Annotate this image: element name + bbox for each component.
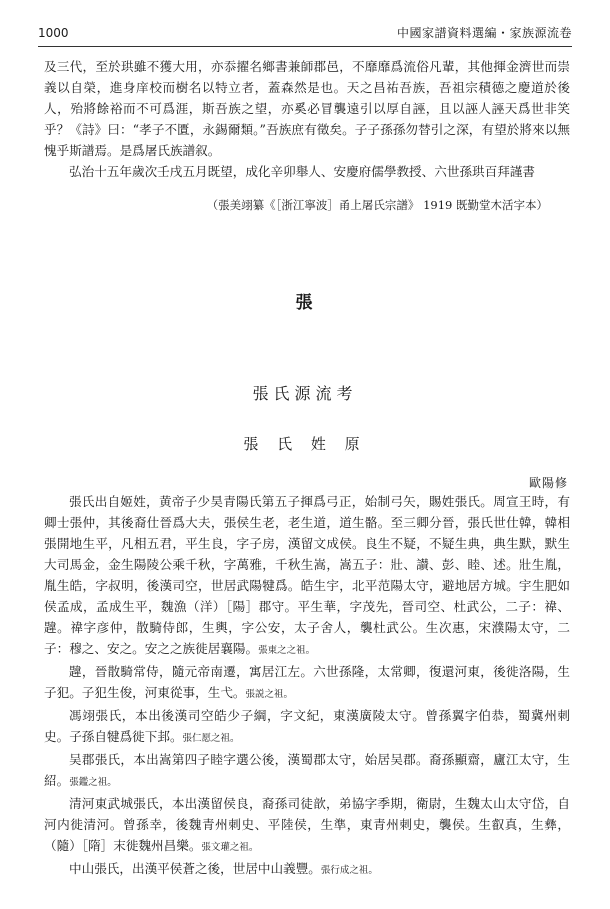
body-paragraph bbox=[44, 491, 570, 661]
body-paragraph bbox=[44, 858, 570, 881]
article-body bbox=[44, 491, 570, 881]
author-name: 歐陽修 bbox=[528, 476, 568, 490]
page-header bbox=[38, 24, 572, 42]
body-paragraph bbox=[44, 705, 570, 749]
header-rule bbox=[38, 46, 572, 47]
paragraph-note: 張東之之祖。 bbox=[258, 645, 316, 656]
top-section bbox=[44, 56, 570, 214]
paragraph-text: 吴郡張氏，本出嵩第四子睦字選公後，漢蜀郡太守，始居吴郡。裔孫顯齋，廬江太守，生紹。 bbox=[44, 752, 570, 788]
article-title: 張氏源流考 bbox=[252, 384, 358, 403]
section-title: 張 bbox=[295, 293, 315, 313]
body-paragraph bbox=[44, 661, 570, 705]
paragraph-note: 張説之祖。 bbox=[245, 689, 294, 700]
paragraph-note: 張鑑之祖。 bbox=[69, 777, 117, 788]
preface-paragraph: 及三代，至於珙雖不獲大用，亦忝擢名鄉書兼師郡邑，不靡靡爲流俗凡輩，其他揮金濟世而崇義以自榮，進身庠校而樹名以特立者，蓋森然是也。天之昌祐吾族，吾祖宗積德之慶道於後人，殆將餘裕而不可爲涯，斯吾族之望，亦奚必冒襲遠引以厚自誣，且以誣人誣天爲世非笑乎？《詩》曰：“孝子不匱，永錫爾類。”吾族庶有徵矣。子子孫孫勿替引之深，有望於將來以無愧乎斯譜焉。是爲屠氏族譜叙。 bbox=[44, 59, 570, 158]
paragraph-note: 張文瓘之祖。 bbox=[201, 842, 259, 853]
paragraph-note: 張行成之祖。 bbox=[320, 865, 378, 876]
body-paragraph bbox=[44, 793, 570, 858]
body-paragraph bbox=[44, 749, 570, 793]
paragraph-text: 中山張氏，出漢平侯蒼之後，世居中山義豐。 bbox=[69, 861, 321, 876]
page-number: 1000 bbox=[38, 26, 69, 40]
paragraph-text: 張氏出自姬姓，黄帝子少昊青陽氏第五子揮爲弓正，始制弓矢，賜姓張氏。周宣王時，有卿士張仲，其後裔仕晉爲大夫，張侯生老，老生道，道生骼。至三卿分晉，張氏世仕韓，韓相張開地生平，凡相五君，平生良，字子房，漢留文成侯。良生不疑，不疑生典，典生默，默生大司馬金，金生陽陵公乘千秋，字萬雅，千秋生嵩，嵩五子：壯、讃、彭、睦、述。壯生胤，胤生皓，字叔明，後漢司空，世居武陽犍爲。皓生宇，北平范陽太守，避地居方城。宇生肥如侯孟成，孟成生平，魏漁（洋）［陽］郡守。平生華，字茂先，晉司空、杜武公，二子：禕、韙。禕字彦仲，散騎侍郎，生輿，字公安，太子舍人，襲杜武公。生次惠，宋濮陽太守，二子：穆之、安之。安之之族徙居襄陽。 bbox=[44, 494, 570, 656]
paragraph-note: 張仁愿之祖。 bbox=[182, 733, 240, 744]
source-citation: （張美翊纂《［浙江寧波］甬上屠氏宗譜》 1919 既勤堂木活字本） bbox=[206, 198, 548, 212]
paragraph-text: 馮翊張氏，本出後漢司空皓少子綱，字文紀，東漢廣陵太守。曾孫翼字伯恭，蜀冀州刺史。子孫自犍爲徙下邽。 bbox=[44, 708, 570, 744]
paragraph-text: 韙，晉散騎常侍，隨元帝南遷，寓居江左。六世孫隆，太常卿，復還河東，後徙洛陽，生子犯。子犯生俊，河東從事，生弋。 bbox=[44, 664, 570, 700]
article-subtitle: 張 氏 姓 原 bbox=[243, 435, 367, 453]
paragraph-text: 清河東武城張氏，本出漢留侯良，裔孫司徒歆，弟協字季期，衛尉，生魏太山太守岱，自河内徙清河。曾孫幸，後魏青州刺史、平陸侯，生準，東青州刺史，襲侯。生叡真，生彝，（隨）［隋］末徙魏州昌樂。 bbox=[44, 796, 570, 853]
running-title: 中國家譜資料選編・家族源流卷 bbox=[396, 26, 572, 40]
signature-line: 弘治十五年歲次壬戌五月既望，成化辛卯舉人、安慶府儒學教授、六世孫珙百拜謹書 bbox=[69, 164, 535, 179]
